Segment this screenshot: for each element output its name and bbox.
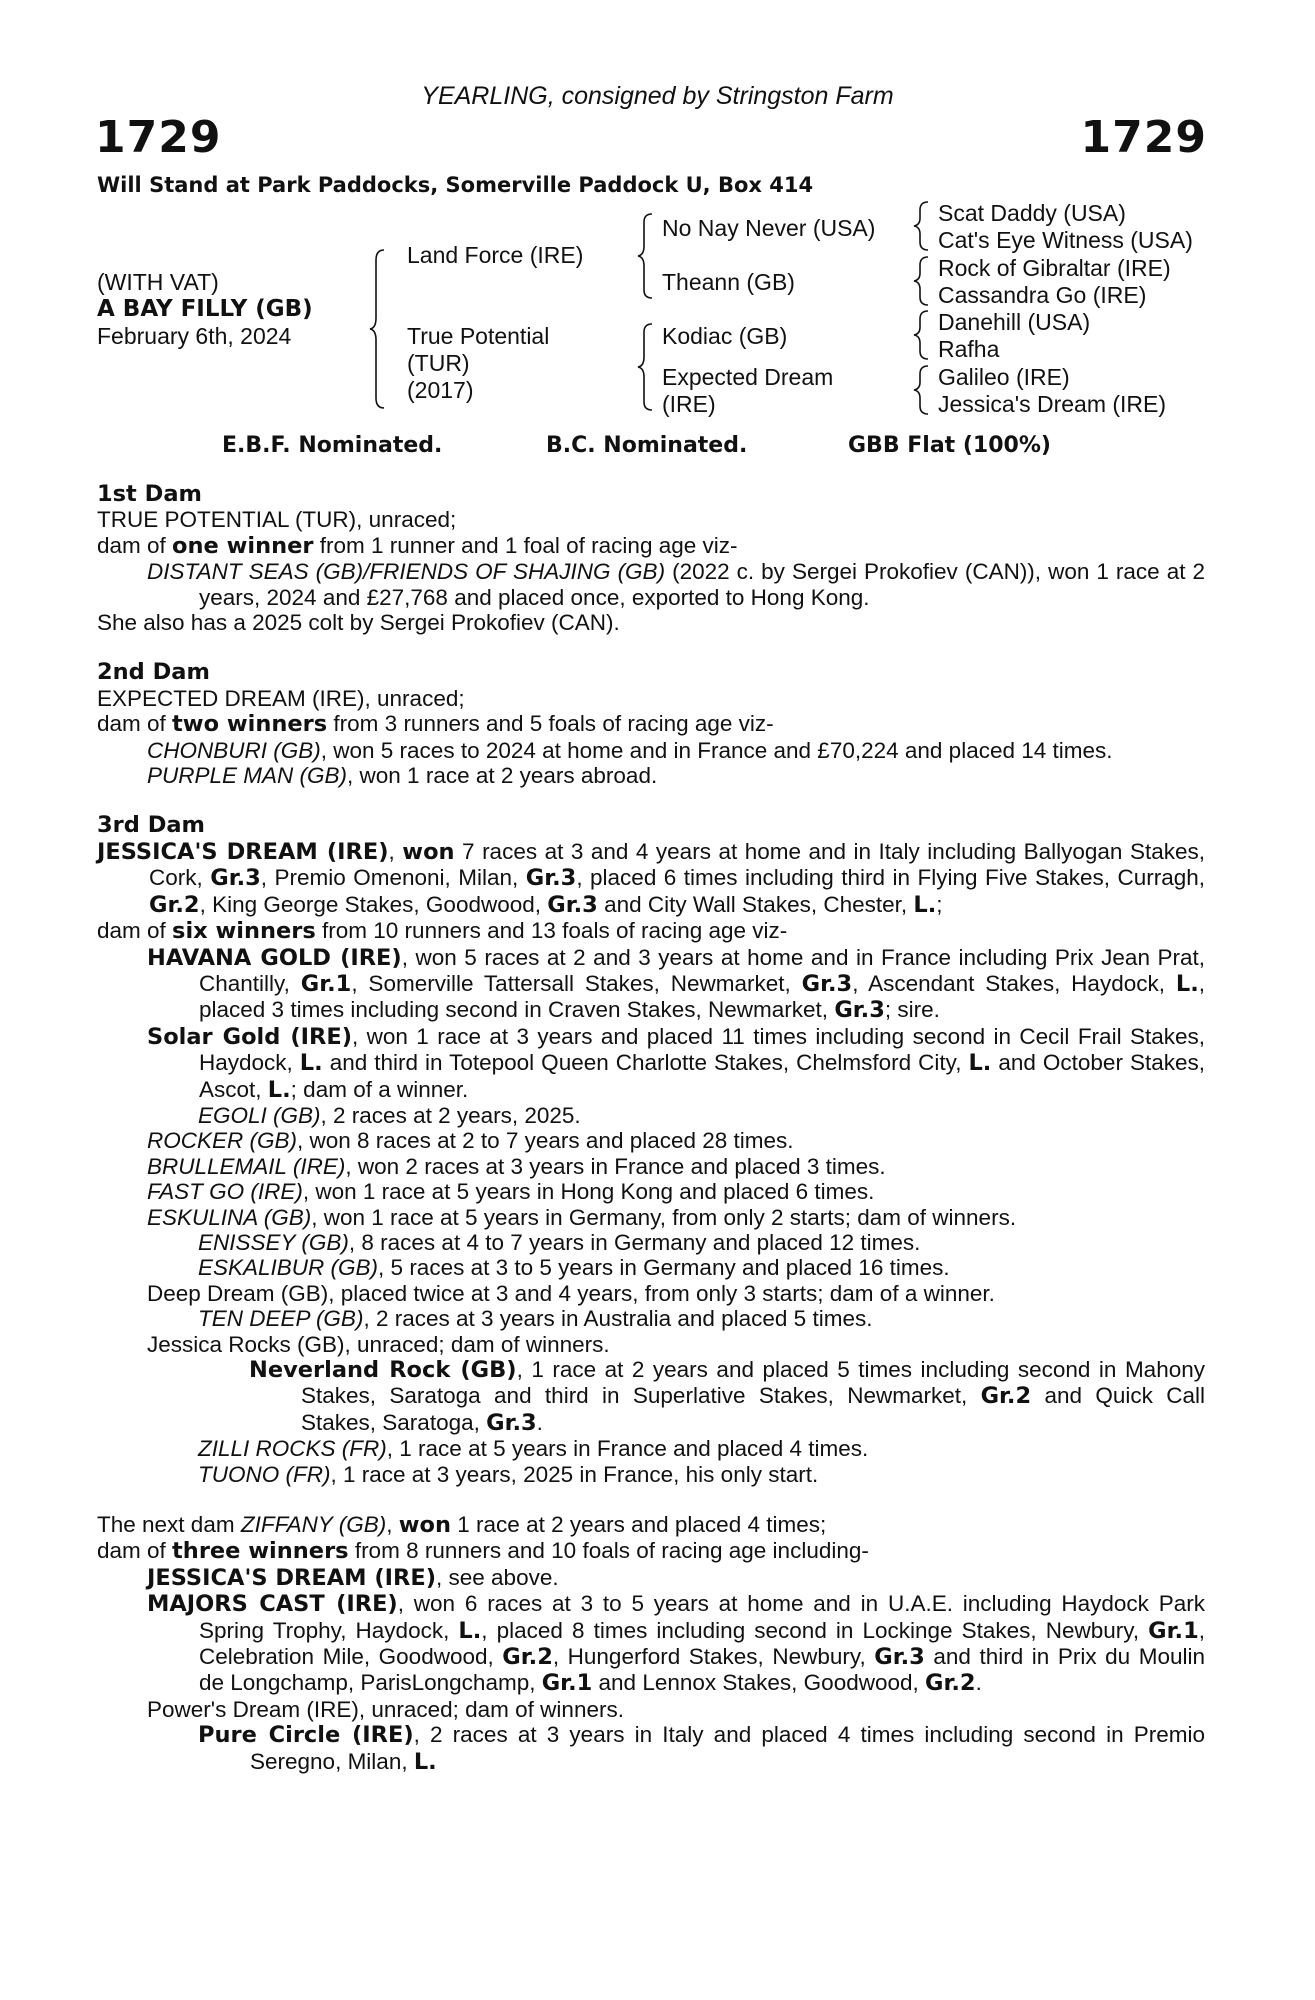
pedigree-brace: [636, 322, 658, 412]
produce-note: She also has a 2025 colt by Sergei Prokofiev (CAN).: [97, 610, 620, 636]
pedigree-brace: [912, 255, 934, 307]
section-title: 1st Dam: [97, 481, 202, 507]
dam-dam-sire: Galileo (IRE): [938, 364, 1070, 390]
offspring-entry: Deep Dream (GB), placed twice at 3 and 4 years, from only 3 starts; dam of a winner.: [147, 1280, 995, 1306]
second-dam-section: [97, 660, 1205, 788]
pedigree-brace: [636, 212, 658, 300]
offspring-entry: HAVANA GOLD (IRE), won 5 races at 2 and 3 years at home and in France including Prix Jean Prat, Chantilly, Gr.1, Somerville Tattersall Stakes, Newmarket, Gr.3, Ascendant Stakes, Haydock, L., placed 3 times including second in Craven Stakes, Newmarket, Gr.3; sire.: [147, 944, 1206, 1024]
dam-country: (TUR): [407, 350, 470, 376]
next-dam-section: [97, 1512, 1205, 1775]
offspring-entry: ROCKER (GB), won 8 races at 2 to 7 years and placed 28 times.: [147, 1128, 794, 1154]
horse-name: A BAY FILLY (GB): [97, 296, 313, 322]
offspring-entry: Solar Gold (IRE), won 1 race at 3 years and placed 11 times including second in Cecil Frail Stakes, Haydock, L. and third in Totepool Queen Charlotte Stakes, Chelmsford City, L. and October Stakes, Ascot, L.; dam of a winner.: [147, 1023, 1205, 1103]
offspring-entry: MAJORS CAST (IRE), won 6 races at 3 to 5 years at home and in U.A.E. including Haydock Park Spring Trophy, Haydock, L., placed 8 times including second in Lockinge Stakes, Newbury, Gr.1, Celebration Mile, Goodwood, Gr.2, Hungerford Stakes, Newbury, Gr.3 and third in Prix du Moulin de Longchamp, ParisLongchamp, Gr.1 and Lennox Stakes, Goodwood, Gr.2.: [147, 1591, 1205, 1697]
sire-dam-dam: Cassandra Go (IRE): [938, 282, 1147, 308]
ebf-nominated: E.B.F. Nominated.: [222, 433, 443, 458]
dam-dam-dam: Jessica's Dream (IRE): [938, 391, 1167, 417]
sire-sire: No Nay Never (USA): [662, 215, 876, 241]
produce-line: dam of three winners from 8 runners and 10 foals of racing age including-: [97, 1538, 869, 1565]
section-title: 2nd Dam: [97, 659, 210, 686]
offspring-entry: ESKULINA (GB), won 1 race at 5 years in Germany, from only 2 starts; dam of winners.: [147, 1204, 1017, 1230]
produce-line: dam of six winners from 10 runners and 13 foals of racing age viz-: [97, 918, 788, 945]
offspring-entry: JESSICA'S DREAM (IRE), see above.: [147, 1564, 559, 1591]
produce-line: dam of one winner from 1 runner and 1 foal of racing age viz-: [97, 532, 738, 559]
first-dam-section: [97, 482, 1205, 635]
pedigree-brace: [368, 248, 390, 410]
pedigree-brace: [912, 309, 934, 361]
dam-year: (2017): [407, 377, 474, 403]
dam-line: EXPECTED DREAM (IRE), unraced;: [97, 685, 465, 711]
dam-sire-sire: Danehill (USA): [938, 309, 1091, 335]
dam-line: The next dam ZIFFANY (GB), won 1 race at 2 years and placed 4 times;: [97, 1512, 827, 1539]
lot-number-right: 1729: [1080, 112, 1207, 163]
offspring-entry: TEN DEEP (GB), 2 races at 3 years in Australia and placed 5 times.: [198, 1306, 873, 1332]
offspring-entry: CHONBURI (GB), won 5 races to 2024 at home and in France and £70,224 and placed 14 times.: [147, 737, 1113, 763]
sire: Land Force (IRE): [407, 242, 584, 268]
offspring-entry: TUONO (FR), 1 race at 3 years, 2025 in France, his only start.: [198, 1461, 819, 1487]
pedigree-brace: [912, 200, 934, 252]
pedigree-brace: [912, 364, 934, 416]
foaling-date: February 6th, 2024: [97, 323, 292, 349]
sire-dam: Theann (GB): [662, 269, 795, 295]
dam-line: TRUE POTENTIAL (TUR), unraced;: [97, 507, 457, 533]
sire-sire-dam: Cat's Eye Witness (USA): [938, 227, 1193, 253]
third-dam-section: [97, 813, 1205, 1487]
offspring-entry: PURPLE MAN (GB), won 1 race at 2 years abroad.: [147, 763, 658, 789]
offspring-entry: Neverland Rock (GB), 1 race at 2 years and placed 5 times including second in Mahony Stakes, Saratoga and third in Superlative Stakes, Newmarket, Gr.2 and Quick Call Stakes, Saratoga, Gr.3.: [249, 1357, 1205, 1436]
offspring-entry: Jessica Rocks (GB), unraced; dam of winners.: [147, 1331, 610, 1357]
vat-label: (WITH VAT): [97, 269, 219, 295]
dam-dam-country: (IRE): [662, 391, 716, 417]
bc-nominated: B.C. Nominated.: [546, 433, 748, 458]
offspring-entry: ZILLI ROCKS (FR), 1 race at 5 years in France and placed 4 times.: [198, 1436, 869, 1462]
offspring-entry: ESKALIBUR (GB), 5 races at 3 to 5 years in Germany and placed 16 times.: [198, 1255, 950, 1281]
dam: True Potential: [407, 323, 550, 349]
offspring-entry: Power's Dream (IRE), unraced; dam of winners.: [147, 1696, 624, 1722]
sire-sire-sire: Scat Daddy (USA): [938, 200, 1126, 226]
sire-dam-sire: Rock of Gibraltar (IRE): [938, 255, 1171, 281]
dam-dam: Expected Dream: [662, 364, 834, 390]
dam-sire-dam: Rafha: [938, 336, 1000, 362]
dam-sire: Kodiac (GB): [662, 323, 788, 349]
lot-number-left: 1729: [95, 112, 222, 163]
offspring-entry: DISTANT SEAS (GB)/FRIENDS OF SHAJING (GB) (2022 c. by Sergei Prokofiev (CAN)), won 1 race at 2 years, 2024 and £27,768 and placed once, exported to Hong Kong.: [147, 559, 1205, 610]
offspring-entry: EGOLI (GB), 2 races at 2 years, 2025.: [198, 1102, 581, 1128]
consignment-header: YEARLING, consigned by Stringston Farm: [421, 82, 894, 110]
section-title: 3rd Dam: [97, 812, 205, 839]
produce-line: dam of two winners from 3 runners and 5 foals of racing age viz-: [97, 711, 774, 738]
catalogue-body: [97, 482, 1205, 1775]
gbb-flat: GBB Flat (100%): [848, 433, 1051, 458]
offspring-entry: FAST GO (IRE), won 1 race at 5 years in Hong Kong and placed 6 times.: [147, 1179, 875, 1205]
dam-race-record: JESSICA'S DREAM (IRE), won 7 races at 3 and 4 years at home and in Italy including Ballyogan Stakes, Cork, Gr.3, Premio Omenoni, Milan, Gr.3, placed 6 times including third in Flying Five Stakes, Curragh, Gr.2, King George Stakes, Goodwood, Gr.3 and City Wall Stakes, Chester, L.;: [97, 838, 1205, 918]
offspring-entry: Pure Circle (IRE), 2 races at 3 years in Italy and placed 4 times including second in Premio Seregno, Milan, L.: [198, 1722, 1206, 1775]
offspring-entry: ENISSEY (GB), 8 races at 4 to 7 years in Germany and placed 12 times.: [198, 1229, 921, 1255]
stand-location: Will Stand at Park Paddocks, Somerville Paddock U, Box 414: [97, 173, 814, 197]
offspring-entry: BRULLEMAIL (IRE), won 2 races at 3 years in France and placed 3 times.: [147, 1153, 886, 1179]
